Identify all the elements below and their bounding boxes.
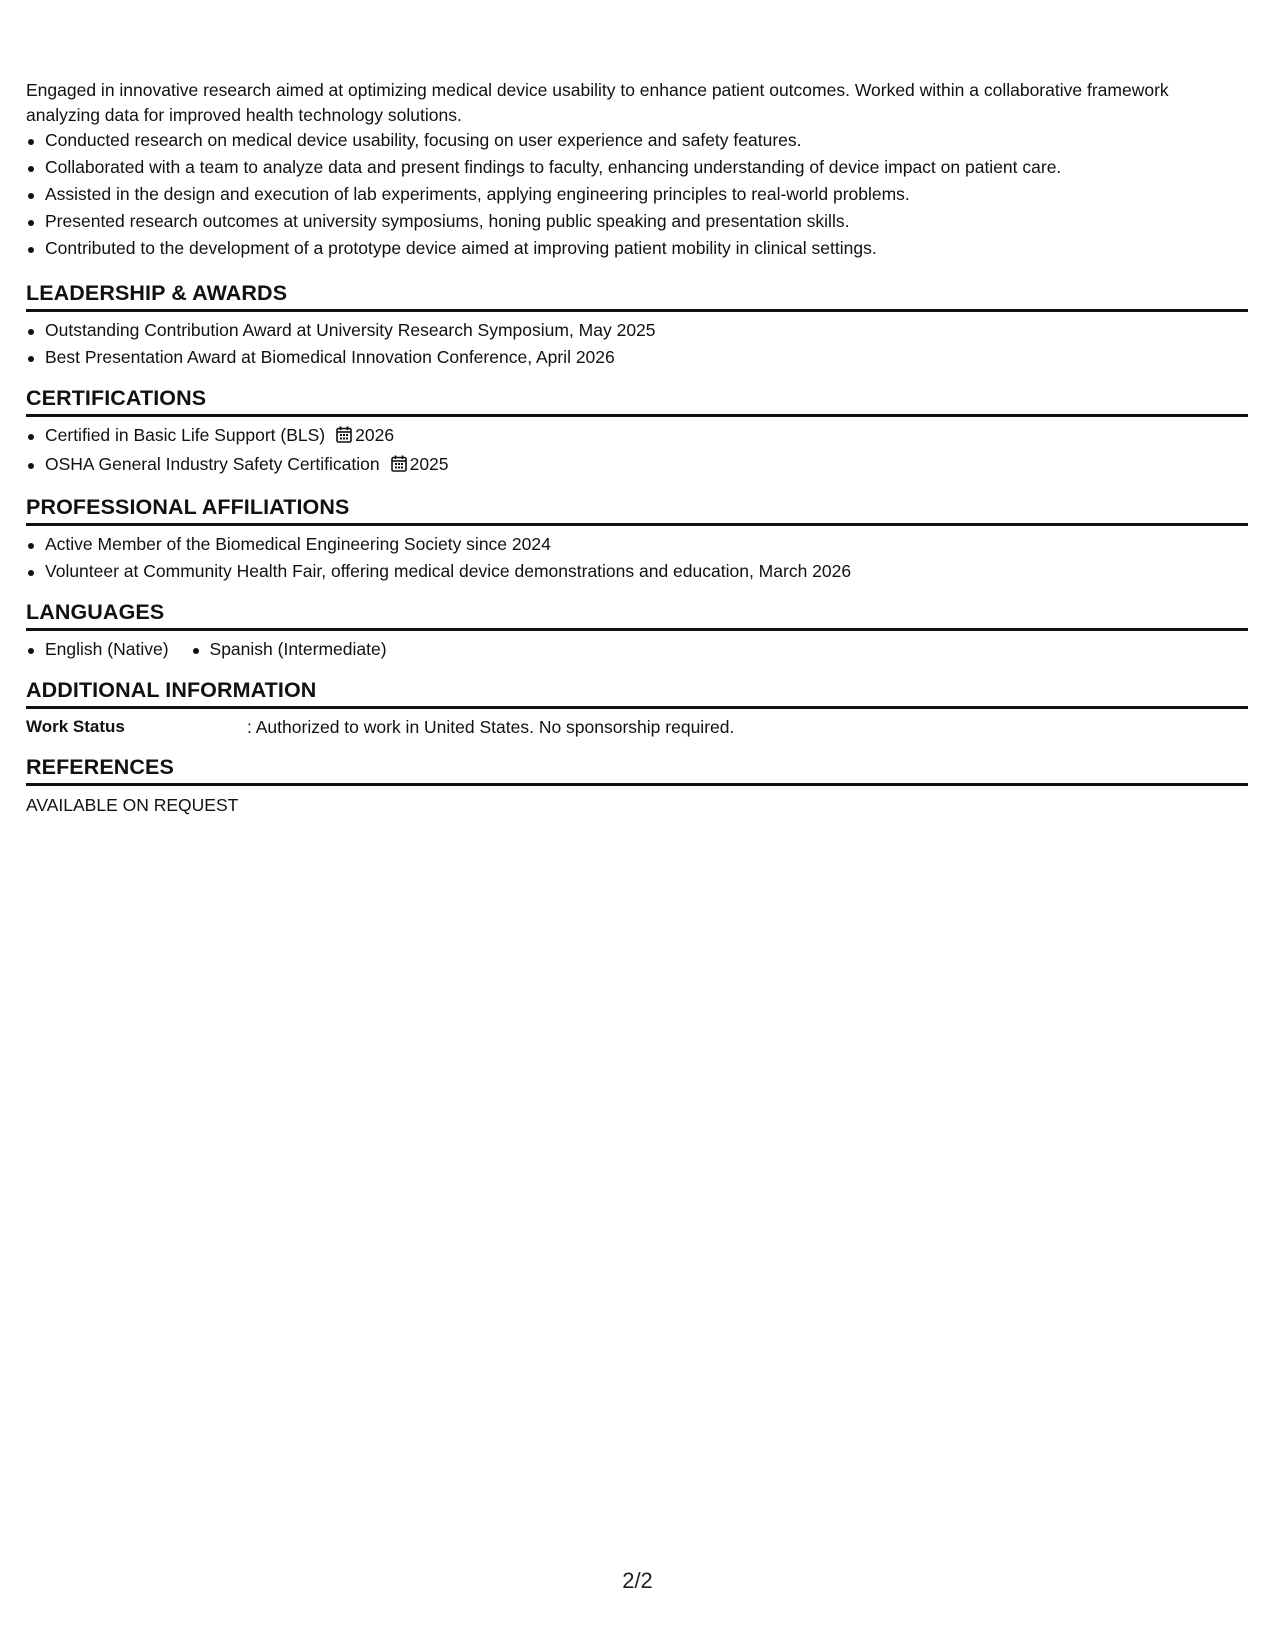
experience-bullet: Presented research outcomes at university symposiums, honing public speaking and presentation skills. — [26, 208, 1248, 235]
award-item: Outstanding Contribution Award at University Research Symposium, May 2025 — [26, 317, 1248, 344]
section-title-affiliations: PROFESSIONAL AFFILIATIONS — [26, 494, 1248, 526]
calendar-icon — [391, 453, 407, 480]
certifications-list — [26, 422, 1248, 480]
section-title-additional-info: ADDITIONAL INFORMATION — [26, 677, 1248, 709]
work-status-row — [26, 714, 1248, 740]
awards-list — [26, 317, 1248, 371]
references-section — [26, 754, 1248, 818]
certifications-section — [26, 385, 1248, 480]
work-status-value: : Authorized to work in United States. No sponsorship required. — [247, 717, 735, 737]
leadership-section — [26, 280, 1248, 371]
language-item: English (Native) — [26, 636, 169, 663]
certification-item — [26, 451, 1248, 480]
languages-list — [26, 636, 1248, 663]
experience-summary: Engaged in innovative research aimed at optimizing medical device usability to enhance patient outcomes. Worked within a collaborative framework analyzing data for improved health technology solutions. — [26, 80, 1169, 125]
affiliations-section — [26, 494, 1248, 585]
resume-page — [26, 78, 1248, 818]
section-title-certifications: CERTIFICATIONS — [26, 385, 1248, 417]
experience-bullet: Conducted research on medical device usability, focusing on user experience and safety features. — [26, 127, 1248, 154]
language-item: Spanish (Intermediate) — [191, 636, 387, 663]
experience-bullet: Contributed to the development of a prototype device aimed at improving patient mobility in clinical settings. — [26, 235, 1248, 262]
certification-year: 2026 — [355, 425, 395, 445]
additional-info-section — [26, 677, 1248, 740]
experience-bullet: Collaborated with a team to analyze data and present findings to faculty, enhancing understanding of device impact on patient care. — [26, 154, 1248, 181]
certification-year: 2025 — [409, 454, 449, 474]
calendar-icon — [336, 424, 352, 451]
affiliations-list — [26, 531, 1248, 585]
section-title-languages: LANGUAGES — [26, 599, 1248, 631]
section-title-leadership: LEADERSHIP & AWARDS — [26, 280, 1248, 312]
section-title-references: REFERENCES — [26, 754, 1248, 786]
references-text: AVAILABLE ON REQUEST — [26, 795, 239, 815]
affiliation-item: Volunteer at Community Health Fair, offering medical device demonstrations and education, March 2026 — [26, 558, 1248, 585]
languages-section — [26, 599, 1248, 663]
award-item: Best Presentation Award at Biomedical Innovation Conference, April 2026 — [26, 344, 1248, 371]
certification-item — [26, 422, 1248, 451]
certification-name: OSHA General Industry Safety Certification — [45, 454, 380, 474]
work-status-label: Work Status — [26, 717, 125, 736]
experience-bullet: Assisted in the design and execution of lab experiments, applying engineering principles to real-world problems. — [26, 181, 1248, 208]
experience-bullet-list — [26, 127, 1248, 262]
page-number: 2/2 — [622, 1568, 653, 1593]
certification-name: Certified in Basic Life Support (BLS) — [45, 425, 326, 445]
affiliation-item: Active Member of the Biomedical Engineering Society since 2024 — [26, 531, 1248, 558]
